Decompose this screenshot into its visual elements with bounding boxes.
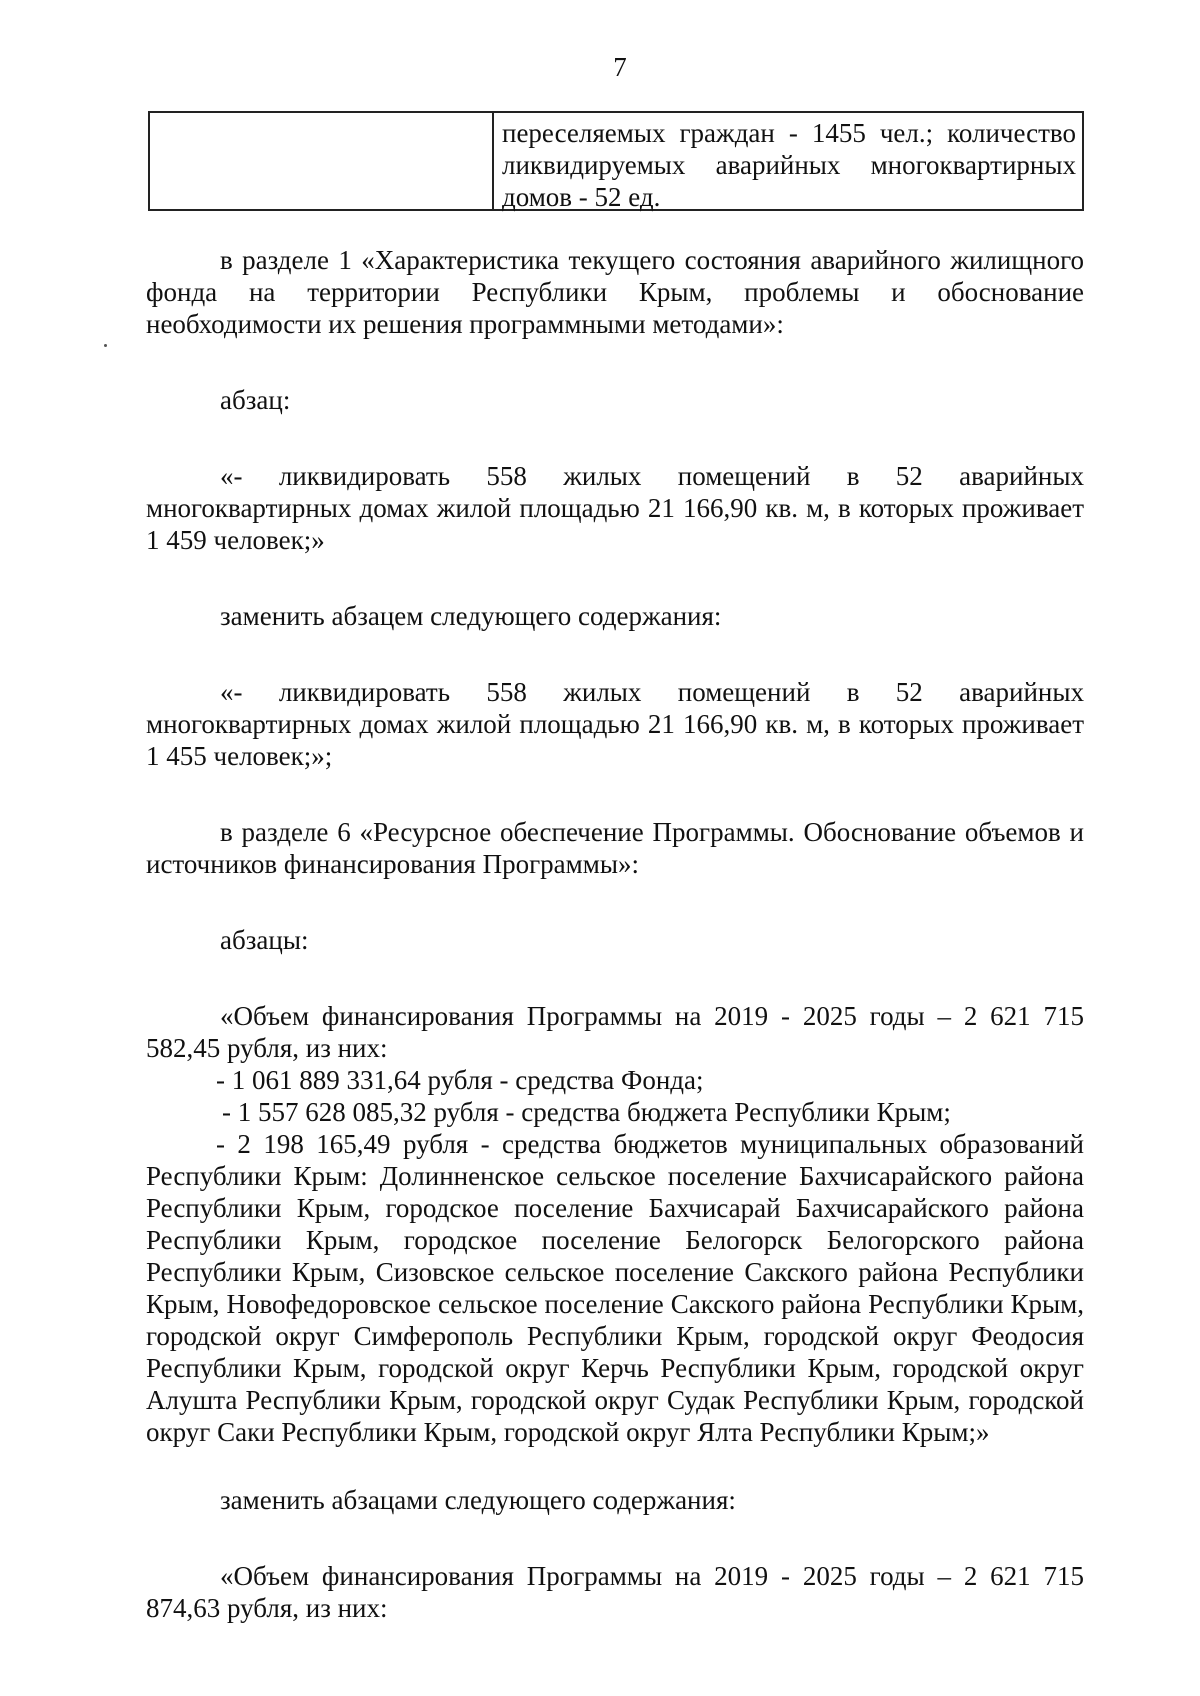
table-fragment — [148, 111, 1084, 211]
document-body — [146, 244, 1084, 1624]
list-item-municipal-budgets: - 2 198 165,49 рубля - средства бюджетов муниципальных образований Республики Крым: Долинненское сельское поселение Бахчисарайского района Республики Крым, городское поселение Бахчисарай Бахчисарайского района Республики Крым, городское поселение Белогорск Белогорского района Республики Крым, Сизовское сельское поселение Сакского района Республики Крым, Новофедоровское сельское поселение Сакского района Республики Крым, городской округ Симферополь Республики Крым, городской округ Феодосия Республики Крым, городской округ Керчь Республики Крым, городской округ Алушта Республики Крым, городской округ Судак Республики Крым, городской округ Саки Республики Крым, городской округ Ялта Республики Крым;» — [146, 1129, 1084, 1447]
paragraph-section-1-intro: в разделе 1 «Характеристика текущего состояния аварийного жилищного фонда на территории Республики Крым, проблемы и обоснование необходимости их решения программными методами»: — [146, 245, 1084, 339]
paragraph-label-abzac: абзац: — [220, 385, 291, 415]
paragraph-new-financing: «Объем финансирования Программы на 2019 - 2025 годы – 2 621 715 874,63 рубля, из них: — [146, 1561, 1084, 1623]
scan-dot-mark — [104, 344, 107, 347]
paragraph-new-text: «- ликвидировать 558 жилых помещений в 52 аварийных многоквартирных домах жилой площадью 21 166,90 кв. м, в которых проживает 1 455 человек;»; — [146, 677, 1084, 771]
page-number: 7 — [613, 52, 627, 82]
paragraph-replace-instruction: заменить абзацем следующего содержания: — [220, 601, 722, 631]
paragraph-label-abzacy: абзацы: — [220, 925, 309, 955]
paragraph-replace-instruction-2: заменить абзацами следующего содержания: — [220, 1485, 736, 1515]
paragraph-old-financing: «Объем финансирования Программы на 2019 - 2025 годы – 2 621 715 582,45 рубля, из них: — [146, 1001, 1084, 1063]
list-item-fund: - 1 061 889 331,64 рубля - средства Фонда; — [216, 1065, 704, 1095]
paragraph-section-6-intro: в разделе 6 «Ресурсное обеспечение Программы. Обоснование объемов и источников финансирования Программы»: — [146, 817, 1084, 879]
table-cell-right: переселяемых граждан - 1455 чел.; количество ликвидируемых аварийных многоквартирных домов - 52 ед. — [502, 118, 1076, 212]
paragraph-old-text: «- ликвидировать 558 жилых помещений в 52 аварийных многоквартирных домах жилой площадью 21 166,90 кв. м, в которых проживает 1 459 человек;» — [146, 461, 1084, 555]
table-column-divider — [492, 113, 494, 209]
list-item-republic-budget: - 1 557 628 085,32 рубля - средства бюджета Республики Крым; — [222, 1097, 951, 1127]
